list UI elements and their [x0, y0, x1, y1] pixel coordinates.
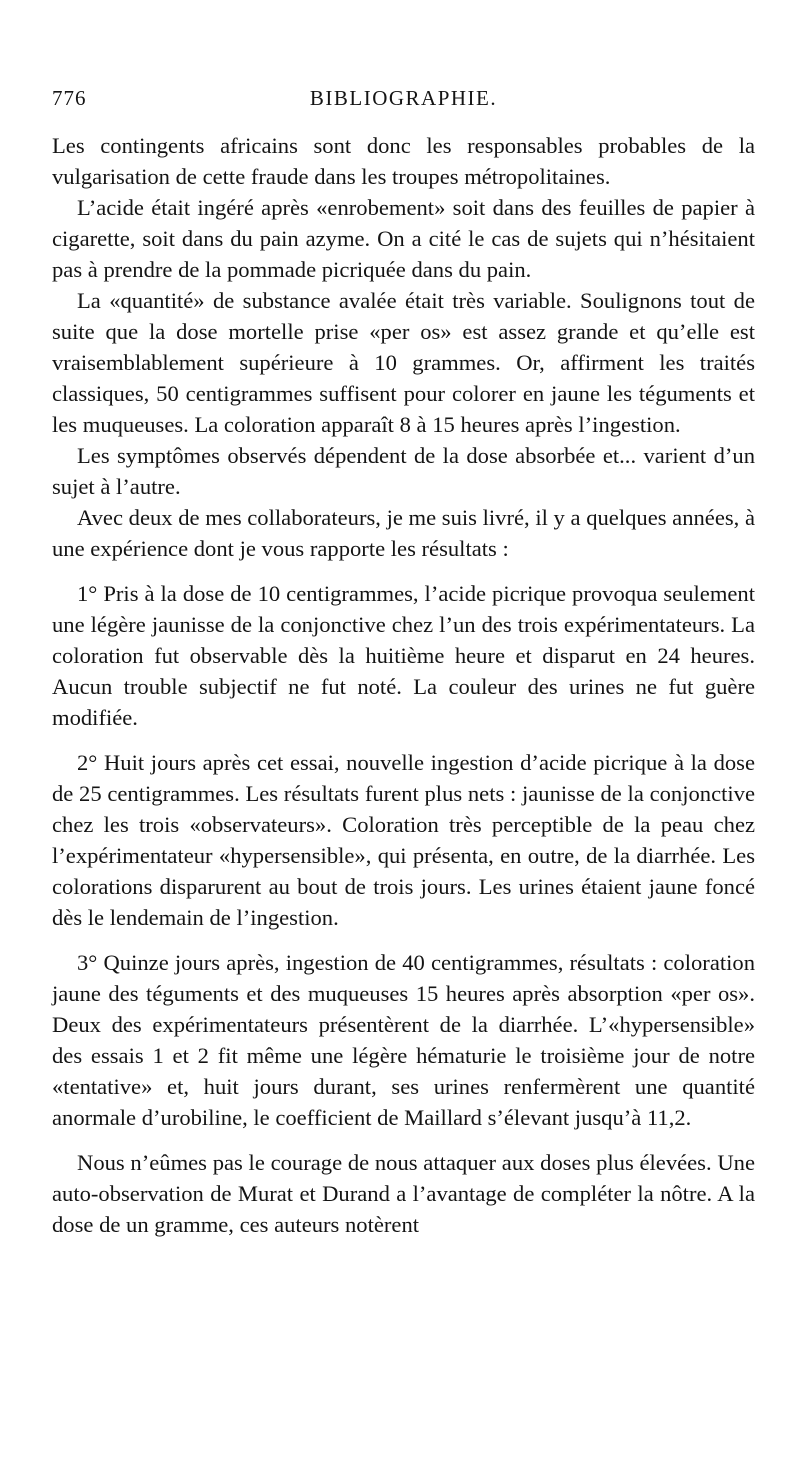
numbered-paragraph-1: 1° Pris à la dose de 10 centigrammes, l’acide picrique provoqua seulement une légère jaunisse de la conjonctive chez l’un des trois expérimentateurs. La coloration fut observable dès la huitième heure et disparut en 24 heures. Aucun trouble subjectif ne fut noté. La couleur des urines ne fut guère modifiée. — [52, 581, 755, 730]
paragraph: L’acide était ingéré après «enrobement» soit dans des feuilles de papier à cigarette, soit dans du pain azyme. On a cité le cas de sujets qui n’hésitaient pas à prendre de la pommade picriquée dans du pain. — [52, 195, 755, 282]
numbered-paragraph-2: 2° Huit jours après cet essai, nouvelle ingestion d’acide picrique à la dose de 25 centigrammes. Les résultats furent plus nets : jaunisse de la conjonctive chez les trois «observateurs». Coloration très perceptible de la peau chez l’expérimentateur «hypersensible», qui présenta, en outre, de la diarrhée. Les colorations disparurent au bout de trois jours. Les urines étaient jaune foncé dès le lendemain de l’ingestion. — [52, 750, 755, 930]
paragraph: Nous n’eûmes pas le courage de nous attaquer aux doses plus élevées. Une auto-observation de Murat et Durand a l’avantage de compléter la nôtre. A la dose de un gramme, ces auteurs notèrent — [52, 1150, 755, 1237]
paragraph: Avec deux de mes collaborateurs, je me suis livré, il y a quelques années, à une expérience dont je vous rapporte les résultats : — [52, 505, 755, 561]
body-text — [52, 130, 755, 1240]
paragraph: Les symptômes observés dépendent de la dose absorbée et... varient d’un sujet à l’autre. — [52, 443, 755, 499]
page-header — [52, 86, 755, 116]
numbered-paragraph-3: 3° Quinze jours après, ingestion de 40 centigrammes, résultats : coloration jaune des téguments et des muqueuses 15 heures après absorption «per os». Deux des expérimentateurs présentèrent de la diarrhée. L’«hypersensible» des essais 1 et 2 fit même une légère hématurie le troisième jour de notre «tentative» et, huit jours durant, ses urines renfermèrent une quantité anormale d’urobiline, le coefficient de Maillard s’élevant jusqu’à 11,2. — [52, 950, 755, 1130]
paragraph: La «quantité» de substance avalée était très variable. Soulignons tout de suite que la dose mortelle prise «per os» est assez grande et qu’elle est vraisemblablement supérieure à 10 grammes. Or, affirment les traités classiques, 50 centigrammes suffisent pour colorer en jaune les téguments et les muqueuses. La coloration apparaît 8 à 15 heures après l’ingestion. — [52, 288, 755, 437]
paragraph-continuation: Les contingents africains sont donc les responsables probables de la vulgarisation de cette fraude dans les troupes métropolitaines. — [52, 133, 755, 189]
page-number: 776 — [52, 86, 87, 110]
running-title: BIBLIOGRAPHIE. — [309, 86, 498, 110]
